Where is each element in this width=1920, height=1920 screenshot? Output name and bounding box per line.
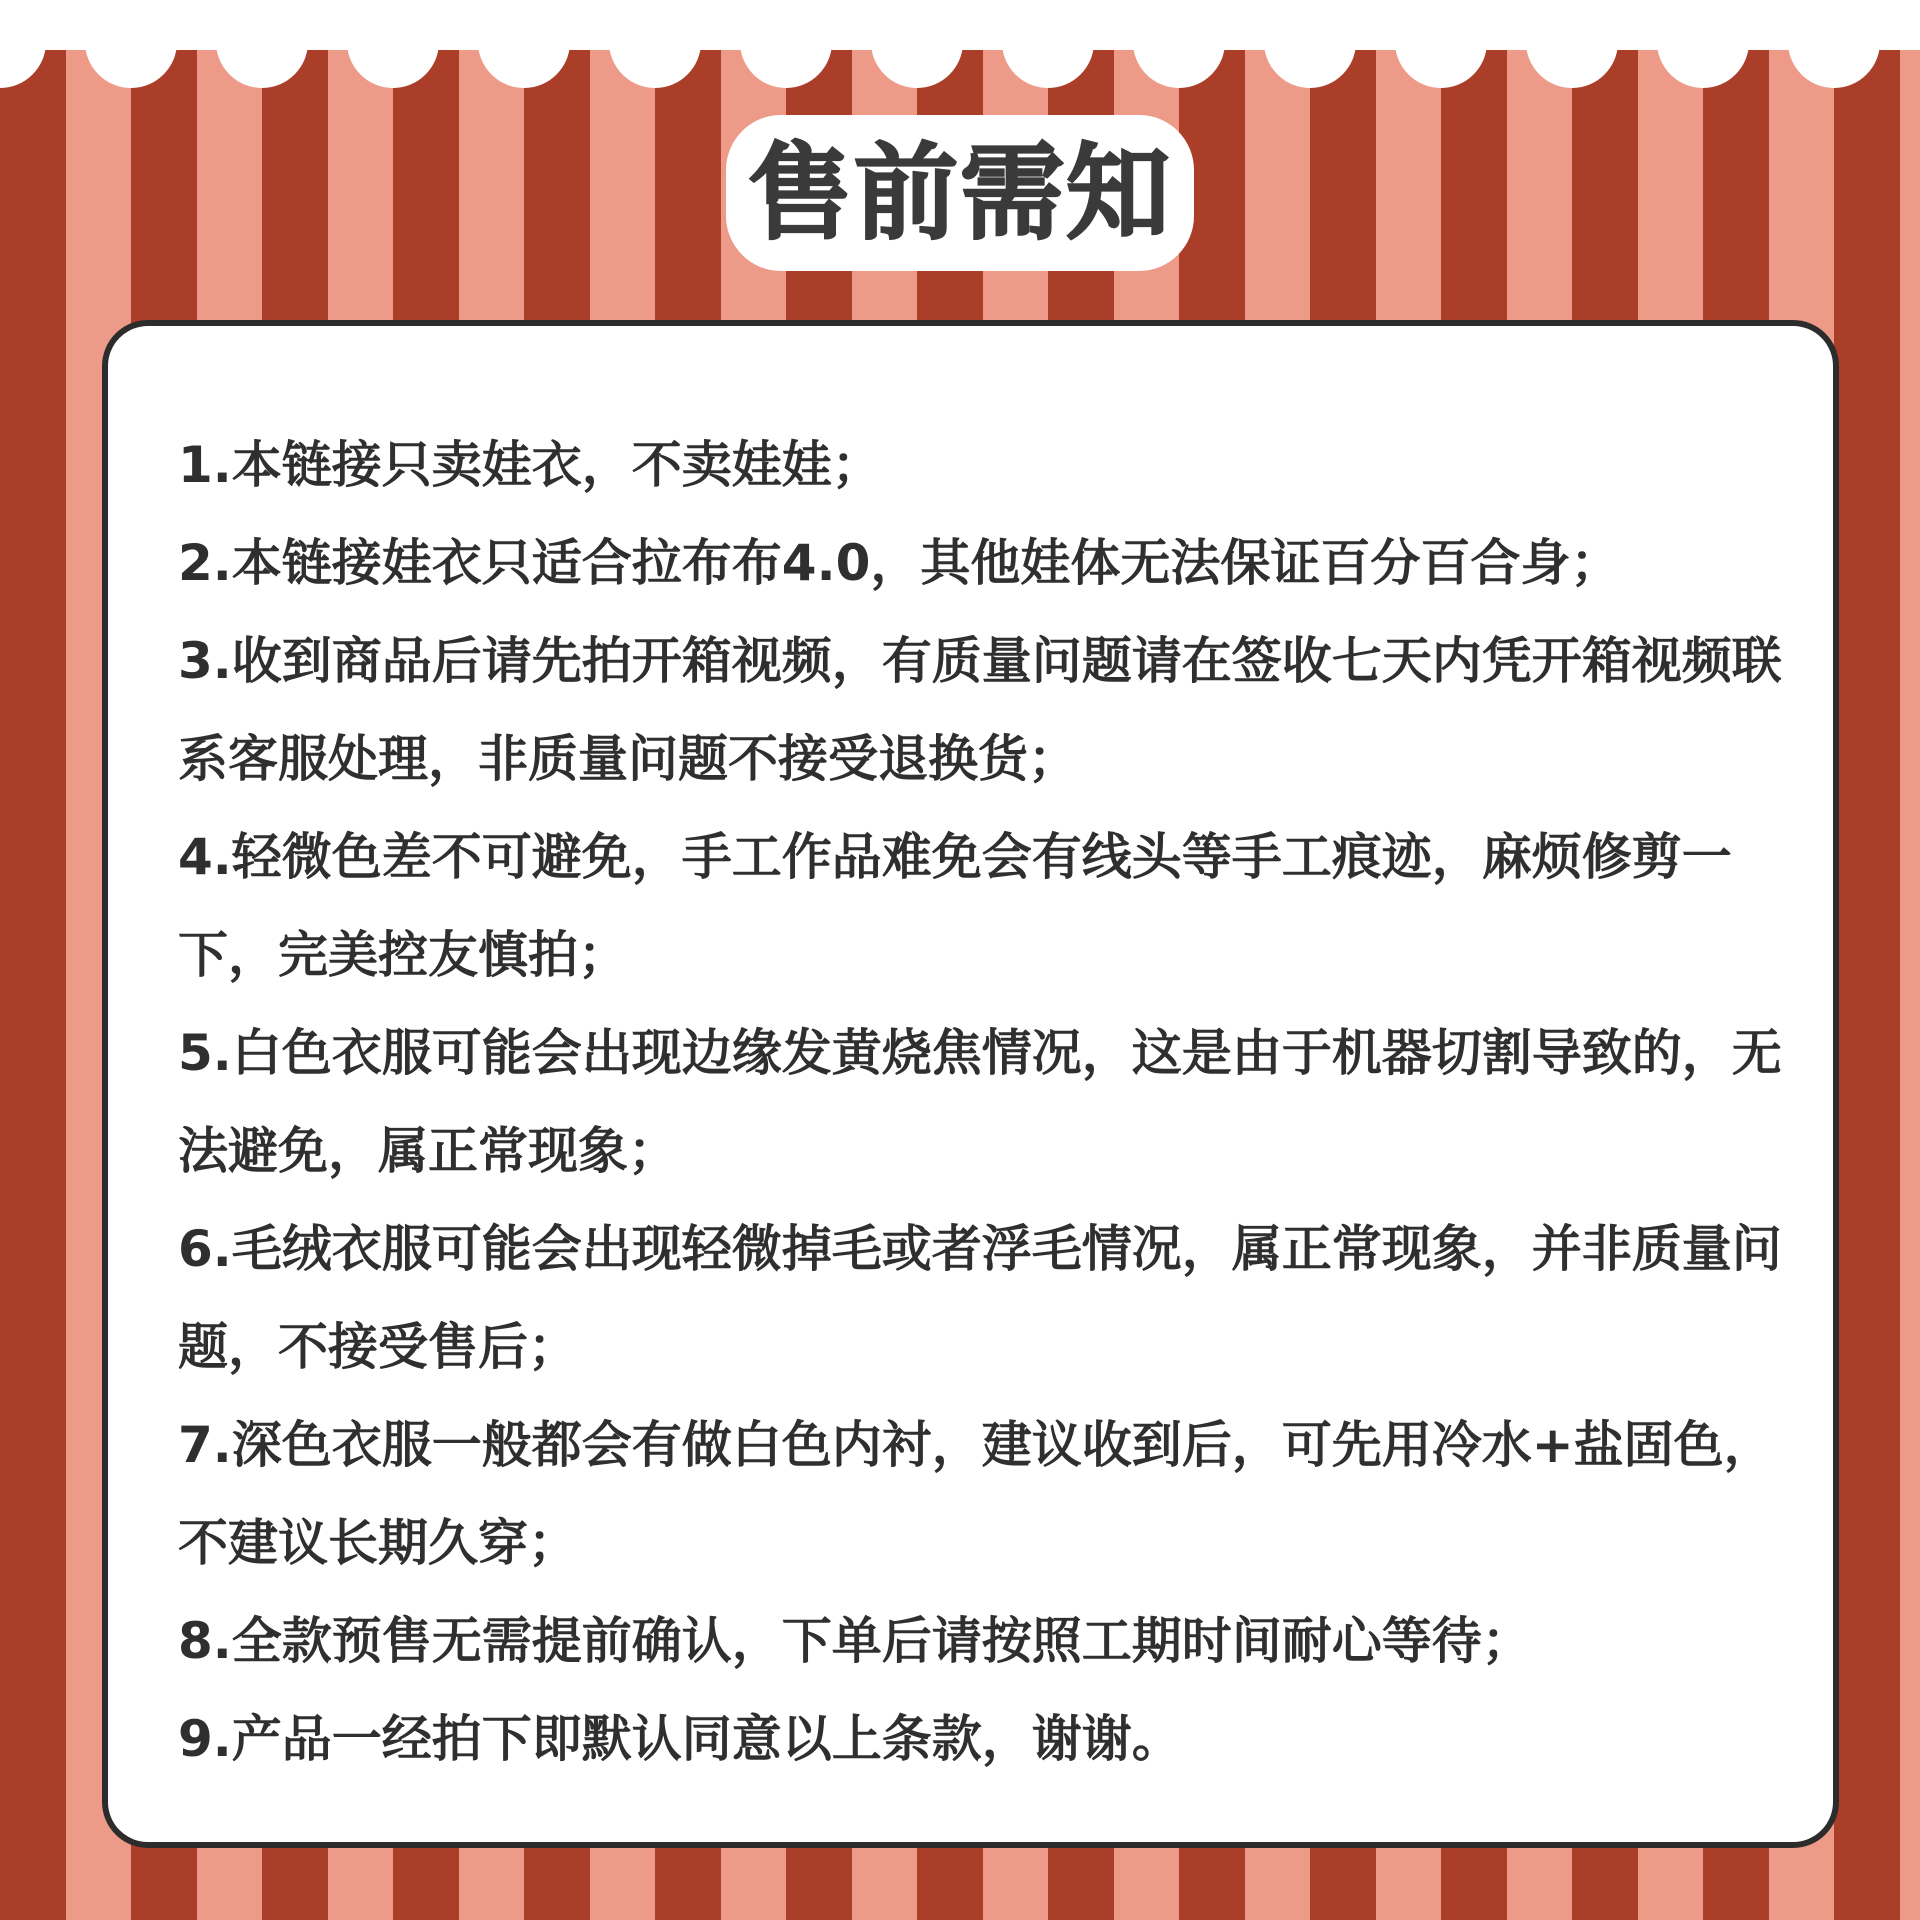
scallop-bump bbox=[1526, 0, 1618, 88]
notice-item-7: 7.深色衣服一般都会有做白色内衬，建议收到后，可先用冷水+盐固色，不建议长期久穿； bbox=[178, 1416, 1774, 1572]
scallop-bump bbox=[1395, 0, 1487, 88]
notice-item-2: 2.本链接娃衣只适合拉布布4.0，其他娃体无法保证百分百合身； bbox=[178, 534, 1621, 592]
scallop-bump bbox=[85, 0, 177, 88]
notice-card bbox=[102, 320, 1839, 1848]
title-banner bbox=[0, 115, 1920, 271]
notice-item-6: 6.毛绒衣服可能会出现轻微掉毛或者浮毛情况，属正常现象，并非质量问题，不接受售后； bbox=[178, 1220, 1782, 1376]
notice-item-8: 8.全款预售无需提前确认，下单后请按照工期时间耐心等待； bbox=[178, 1612, 1532, 1670]
notice-item-5: 5.白色衣服可能会出现边缘发黄烧焦情况，这是由于机器切割导致的，无法避免，属正常现象； bbox=[178, 1024, 1782, 1180]
page-title: 售前需知 bbox=[726, 115, 1194, 271]
notice-item-3: 3.收到商品后请先拍开箱视频，有质量问题请在签收七天内凭开箱视频联系客服处理，非质量问题不接受退换货； bbox=[178, 632, 1782, 788]
scallop-bump bbox=[478, 0, 570, 88]
scallop-bump bbox=[216, 0, 308, 88]
scallop-bump bbox=[1002, 0, 1094, 88]
scallop-bump bbox=[609, 0, 701, 88]
scallop-bump bbox=[740, 0, 832, 88]
scalloped-top-border bbox=[0, 0, 1920, 90]
scallop-bump bbox=[871, 0, 963, 88]
scallop-bump bbox=[1788, 0, 1880, 88]
scallop-bump bbox=[1264, 0, 1356, 88]
notice-item-9: 9.产品一经拍下即默认同意以上条款，谢谢。 bbox=[178, 1710, 1182, 1768]
scallop-bump bbox=[347, 0, 439, 88]
notice-item-4: 4.轻微色差不可避免，手工作品难免会有线头等手工痕迹，麻烦修剪一下，完美控友慎拍； bbox=[178, 828, 1732, 984]
scallop-bump bbox=[1133, 0, 1225, 88]
notice-item-1: 1.本链接只卖娃衣，不卖娃娃； bbox=[178, 436, 882, 494]
notice-list bbox=[178, 416, 1788, 1788]
scallop-bump bbox=[1657, 0, 1749, 88]
